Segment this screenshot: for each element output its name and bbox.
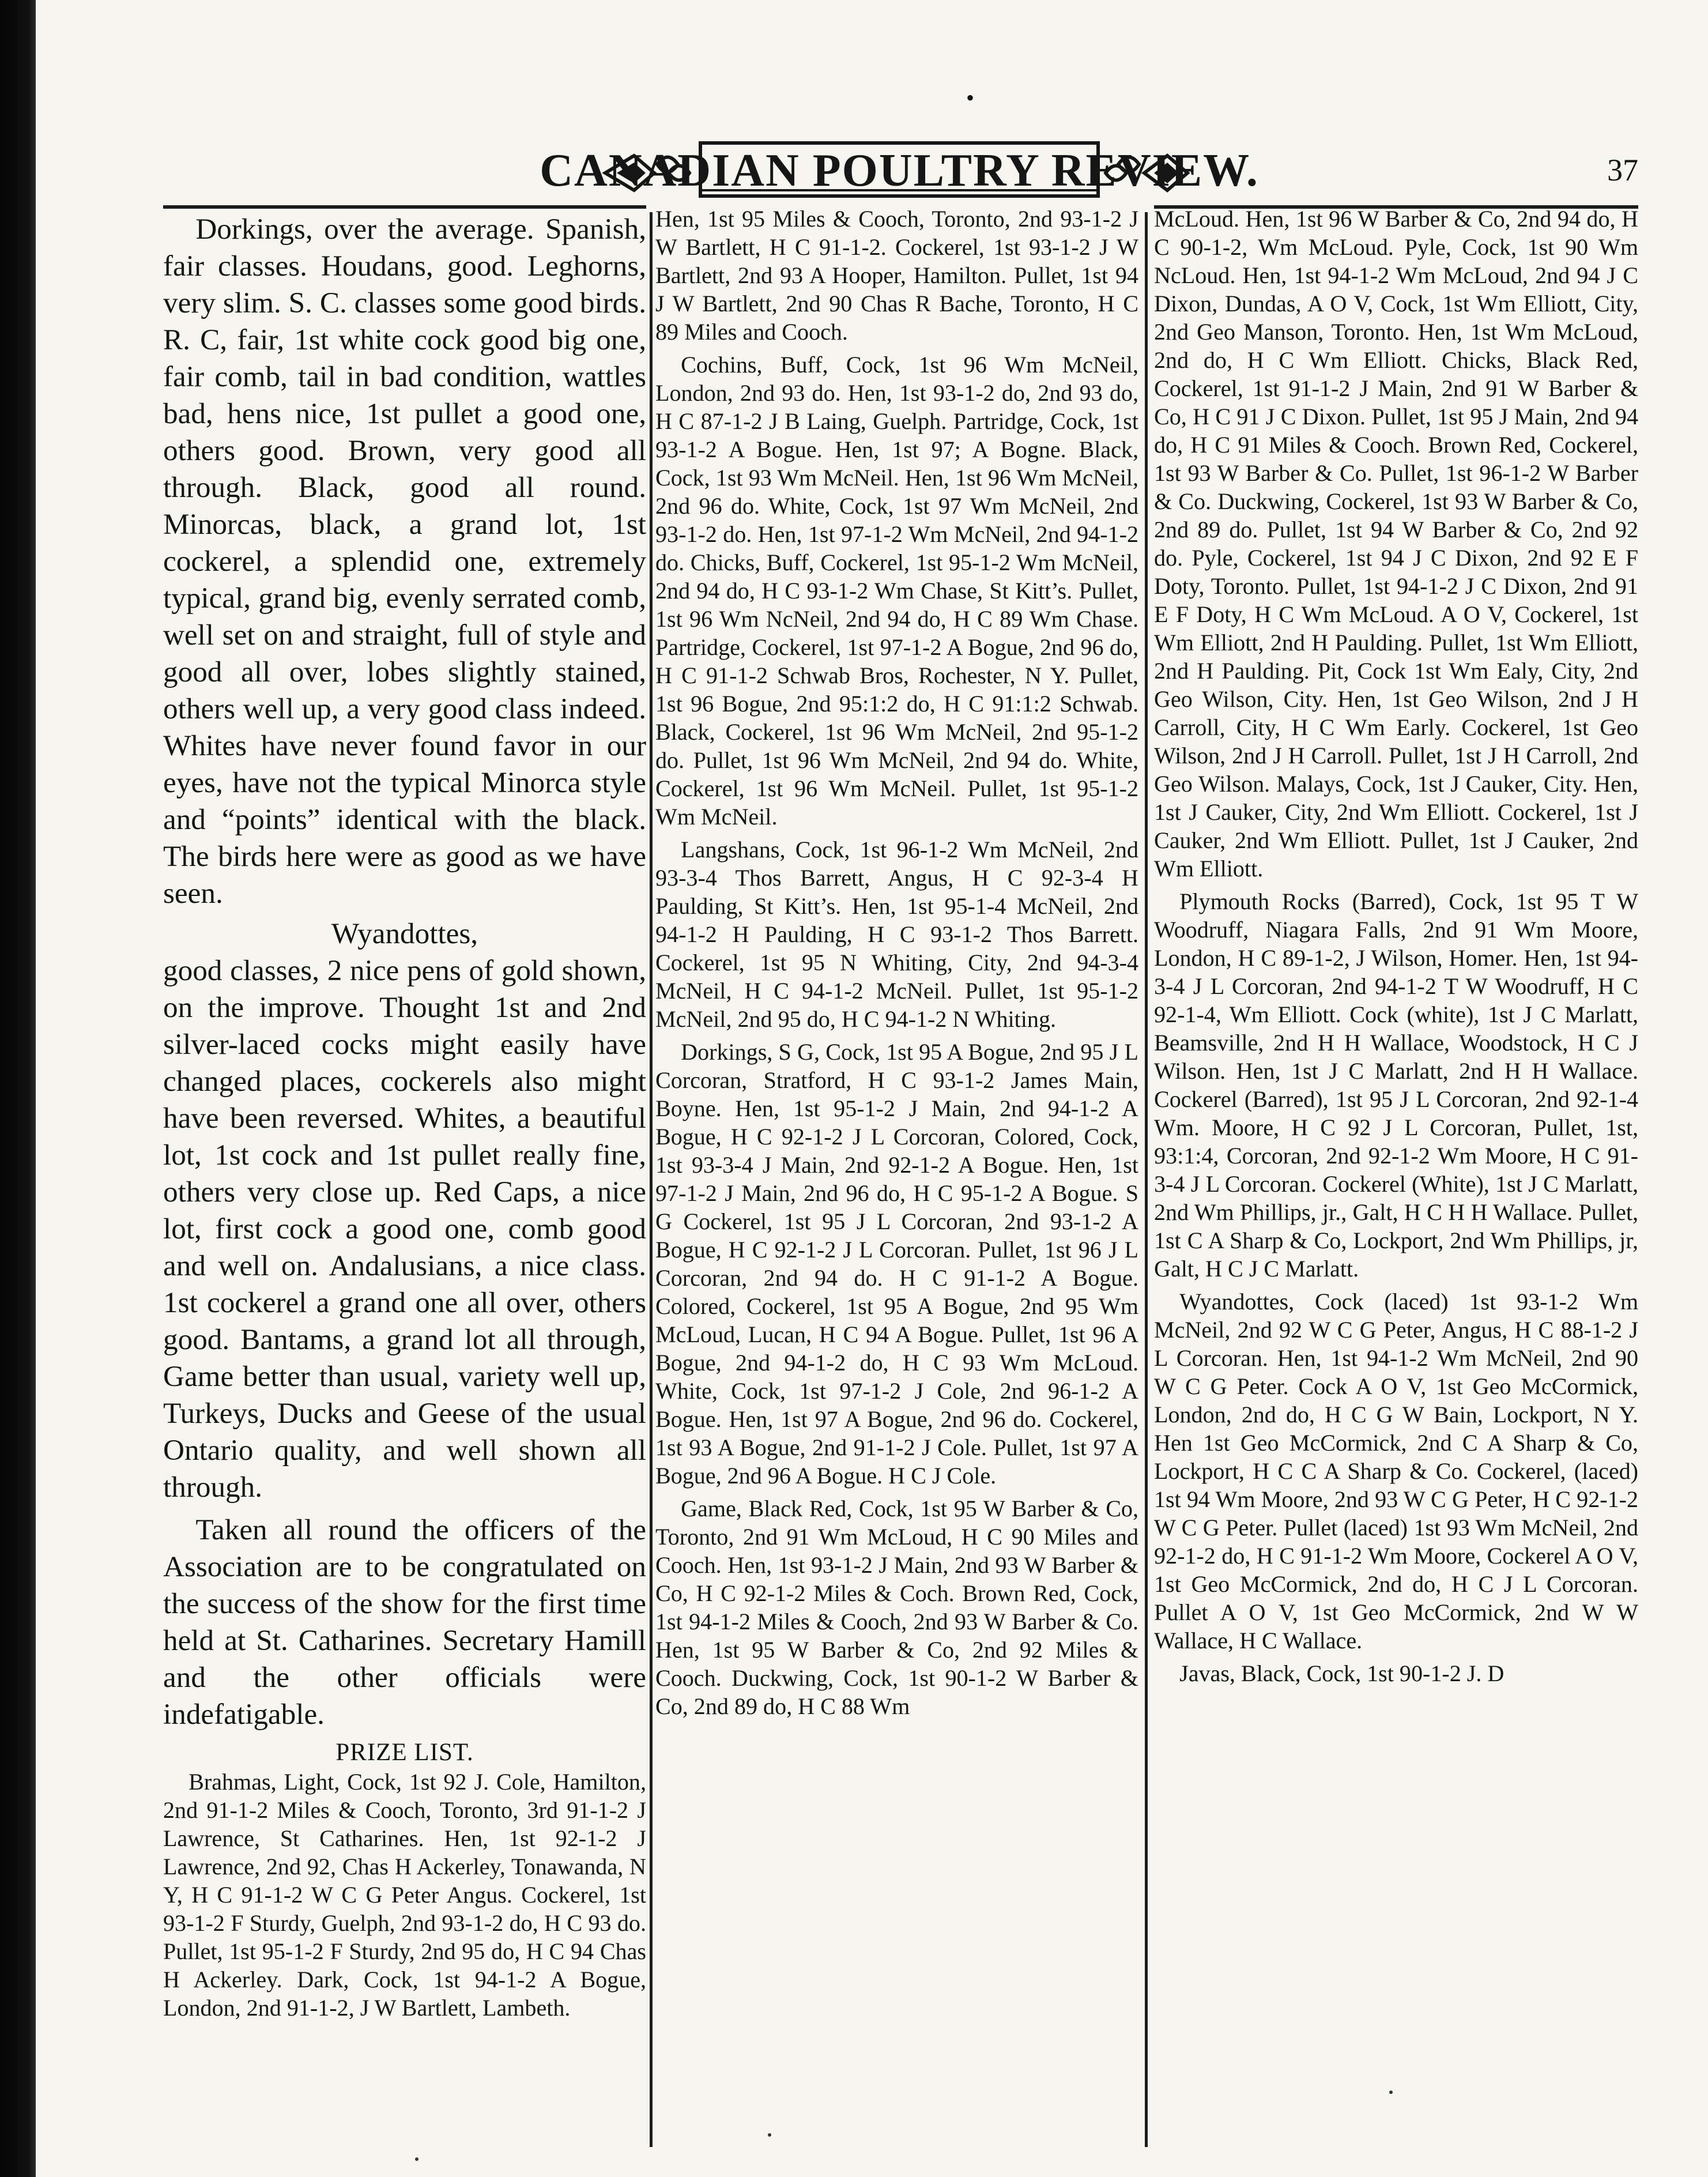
article-column-3 bbox=[1154, 205, 1638, 2148]
page-binding-edge bbox=[0, 0, 36, 2177]
column-divider-2 bbox=[1145, 212, 1148, 2147]
page-number: 37 bbox=[1607, 153, 1638, 187]
column-divider-1 bbox=[650, 212, 653, 2147]
prize-list-brahmas-cont: Hen, 1st 95 Miles & Cooch, Toronto, 2nd 93-1-2 J W Bartlett, H C 91-1-2. Cockerel, 1st 93-1-2 J W Bartlett, 2nd 93 A Hooper, Hamilton. Pullet, 1st 94 J W Bartlett, 2nd 90 Chas R Bache, Toronto, H C 89 Miles and Cooch. bbox=[655, 206, 1138, 345]
paper-speck bbox=[415, 2157, 418, 2161]
prize-list-heading: PRIZE LIST. bbox=[335, 1739, 474, 1766]
show-report-paragraph-2: good classes, 2 nice pens of gold shown, on the improve. Thought 1st and 2nd silver-laced cocks might easily have changed places, cockerels also might have been reversed. Whites, a beautiful lot, 1st cock and 1st pullet really fine, others very close up. Red Caps, a nice lot, first cock a good one, comb good and well on. Andalusians, a nice class. 1st cockerel a grand one all over, others good. Bantams, a grand lot all through, Game better than usual, variety well up, Turkeys, Ducks and Geese of the usual Ontario quality, and well shown all through. bbox=[163, 954, 646, 1504]
printer-mark: • bbox=[966, 85, 975, 111]
prize-list-game-cont: McLoud. Hen, 1st 96 W Barber & Co, 2nd 94 do, H C 90-1-2, Wm McLoud. Pyle, Cock, 1st 90 Wm NcLoud. Hen, 1st 94-1-2 Wm McLoud, 2nd 94 J C Dixon, Dundas, A O V, Cock, 1st Wm Elliott, City, 2nd Geo Manson, Toronto. Hen, 1st Wm McLoud, 2nd do, H C Wm Elliott. Chicks, Black Red, Cockerel, 1st 91-1-2 J Main, 2nd 91 W Barber & Co, H C 91 J C Dixon. Pullet, 1st 95 J Main, 2nd 94 do, H C 91 Miles & Cooch. Brown Red, Cockerel, 1st 93 W Barber & Co. Pullet, 1st 96-1-2 W Barber & Co. Duckwing, Cockerel, 1st 93 W Barber & Co, 2nd 89 do. Pullet, 1st 94 W Barber & Co, 2nd 92 do. Pyle, Cockerel, 1st 94 J C Dixon, 2nd 92 E F Doty, Toronto. Pullet, 1st 94-1-2 J C Dixon, 2nd 91 E F Doty, H C Wm McLoud. A O V, Cockerel, 1st Wm Elliott, 2nd H Paulding. Pullet, 1st Wm Elliott, 2nd H Paulding. Pit, Cock 1st Wm Ealy, City, 2nd Geo Wilson, City. Hen, 1st Geo Wilson, 2nd J H Carroll, City, H C Wm Early. Cockerel, 1st Geo Wilson, 2nd J H Carroll. Pullet, 1st J H Carroll, 2nd Geo Wilson. Malays, Cock, 1st J Cauker, City. Hen, 1st J Cauker, City, 2nd Wm Elliott. Cockerel, 1st J Cauker, 2nd Wm Elliott. Pullet, 1st J Cauker, 2nd Wm Elliott. bbox=[1154, 206, 1638, 882]
prize-list-brahmas: Brahmas, Light, Cock, 1st 92 J. Cole, Hamilton, 2nd 91-1-2 Miles & Cooch, Toronto, 3rd 91-1-2 J Lawrence, St Catharines. Hen, 1st 92-1-2 J Lawrence, 2nd 92, Chas H Ackerley, Tonawanda, N Y, H C 91-1-2 W C G Peter Angus. Cockerel, 1st 93-1-2 F Sturdy, Guelph, 2nd 93-1-2 do, H C 93 do. Pullet, 1st 95-1-2 F Sturdy, 2nd 95 do, H C 94 Chas H Ackerley. Dark, Cock, 1st 94-1-2 A Bogue, London, 2nd 91-1-2, J W Bartlett, Lambeth. bbox=[163, 1769, 646, 2021]
prize-list-langshans: Langshans, Cock, 1st 96-1-2 Wm McNeil, 2nd 93-3-4 Thos Barrett, Angus, H C 92-3-4 H Paulding, St Kitt’s. Hen, 1st 95-1-4 McNeil, 2nd 94-1-2 H Paulding, H C 93-1-2 Thos Barrett. Cockerel, 1st 95 N Whiting, City, 2nd 94-3-4 McNeil, H C 94-1-2 McNeil. Pullet, 1st 95-1-2 McNeil, 2nd 95 do, H C 94-1-2 N Whiting. bbox=[655, 837, 1138, 1032]
article-column-2 bbox=[655, 205, 1138, 2148]
prize-list-wyandottes: Wyandottes, Cock (laced) 1st 93-1-2 Wm McNeil, 2nd 92 W C G Peter, Angus, H C 88-1-2 J L Corcoran. Hen, 1st 94-1-2 Wm McNeil, 2nd 90 W C G Peter. Cock A O V, 1st Geo McCormick, London, 2nd do, H C G W Bain, Lockport, N Y. Hen 1st Geo McCormick, 2nd C A Sharp & Co, Lockport, H C C A Sharp & Co. Cockerel, (laced) 1st 94 Wm Moore, 2nd 93 W C G Peter, H C 92-1-2 W C G Peter. Pullet (laced) 1st 93 Wm McNeil, 2nd 92-1-2 do, H C 91-1-2 Wm Moore, Cockerel A O V, 1st Geo McCormick, 2nd do, H C J L Corcoran. Pullet A O V, 1st Geo McCormick, 2nd W W Wallace, H C Wallace. bbox=[1154, 1289, 1638, 1654]
prize-list-javas: Javas, Black, Cock, 1st 90-1-2 J. D bbox=[1179, 1660, 1505, 1686]
masthead-title: CANADIAN POULTRY REVIEW. bbox=[540, 145, 1259, 196]
prize-list-dorkings: Dorkings, S G, Cock, 1st 95 A Bogue, 2nd 95 J L Corcoran, Stratford, H C 93-1-2 James Main, Boyne. Hen, 1st 95-1-2 J Main, 2nd 94-1-2 A Bogue, H C 92-1-2 J L Corcoran, Colored, Cock, 1st 93-3-4 J Main, 2nd 92-1-2 A Bogue. Hen, 1st 97-1-2 J Main, 2nd 96 do, H C 95-1-2 A Bogue. S G Cockerel, 1st 95 J L Corcoran, 2nd 93-1-2 A Bogue, H C 92-1-2 J L Corcoran. Pullet, 1st 96 J L Corcoran, 2nd 94 do. H C 91-1-2 A Bogue. Colored, Cockerel, 1st 95 A Bogue, 2nd 95 Wm McLoud, Lucan, H C 94 A Bogue. Pullet, 1st 96 A Bogue, 2nd 94-1-2 do, H C 93 Wm McLoud. White, Cock, 1st 97-1-2 J Cole, 2nd 96-1-2 A Bogue. Hen, 1st 97 A Bogue, 2nd 96 do. Cockerel, 1st 93 A Bogue, 2nd 91-1-2 J Cole. Pullet, 1st 97 A Bogue, 2nd 96 A Bogue. H C J Cole. bbox=[655, 1039, 1138, 1489]
prize-list-plymouth-rocks: Plymouth Rocks (Barred), Cock, 1st 95 T W Woodruff, Niagara Falls, 2nd 91 Wm Moore, London, H C 89-1-2, J Wilson, Homer. Hen, 1st 94-3-4 J L Corcoran, 2nd 94-1-2 T W Woodruff, H C 92-1-4, Wm Elliott. Cock (white), 1st J C Marlatt, Beamsville, 2nd H H Wallace, Woodstock, H C J Wilson. Hen, 1st J C Marlatt, 2nd H H Wallace. Cockerel (Barred), 1st 95 J L Corcoran, 2nd 92-1-4 Wm. Moore, H C 92 J L Corcoran, Pullet, 1st, 93:1:4, Corcoran, 2nd 92-1-2 Wm Moore, H C 91-3-4 J L Corcoran. Cockerel (White), 1st J C Marlatt, 2nd Wm Phillips, jr., Galt, H C H H Wallace. Pullet, 1st C A Sharp & Co, Lockport, 2nd Wm Phillips, jr, Galt, H C J C Marlatt. bbox=[1154, 888, 1638, 1282]
masthead bbox=[540, 133, 1259, 205]
prize-list-game: Game, Black Red, Cock, 1st 95 W Barber & Co, Toronto, 2nd 91 Wm McLoud, H C 90 Miles and Cooch. Hen, 1st 93-1-2 J Main, 2nd 93 W Barber & Co, H C 92-1-2 Miles & Coch. Brown Red, Cock, 1st 94-1-2 Miles & Cooch, 2nd 93 W Barber & Co. Hen, 1st 95 W Barber & Co, 2nd 92 Miles & Cooch. Duckwing, Cock, 1st 90-1-2 W Barber & Co, 2nd 89 do, H C 88 Wm bbox=[655, 1496, 1138, 1719]
show-report-paragraph-3: Taken all round the officers of the Association are to be congratulated on the success of the show for the first time held at St. Catharines. Secretary Hamill and the other officials were indefatigable. bbox=[163, 1513, 646, 1731]
prize-list-cochins: Cochins, Buff, Cock, 1st 96 Wm McNeil, London, 2nd 93 do. Hen, 1st 93-1-2 do, 2nd 93 do, H C 87-1-2 J B Laing, Guelph. Partridge, Cock, 1st 93-1-2 A Bogue. Hen, 1st 97; A Bogne. Black, Cock, 1st 93 Wm McNeil. Hen, 1st 96 Wm McNeil, 2nd 96 do. White, Cock, 1st 97 Wm McNeil, 2nd 93-1-2 do. Hen, 1st 97-1-2 Wm McNeil, 2nd 94-1-2 do. Chicks, Buff, Cockerel, 1st 95-1-2 Wm McNeil, 2nd 94 do, H C 93-1-2 Wm Chase, St Kitt’s. Pullet, 1st 96 Wm NcNeil, 2nd 94 do, H C 89 Wm Chase. Partridge, Cockerel, 1st 97-1-2 A Bogue, 2nd 96 do, H C 91-1-2 Schwab Bros, Rochester, N Y. Pullet, 1st 96 Bogue, 2nd 95:1:2 do, H C 91:1:2 Schwab. Black, Cockerel, 1st 96 Wm McNeil, 2nd 95-1-2 do. Pullet, 1st 96 Wm McNeil, 2nd 94 do. White, Cockerel, 1st 96 Wm McNeil. Pullet, 1st 95-1-2 Wm McNeil. bbox=[655, 352, 1138, 830]
article-column-1 bbox=[163, 205, 646, 2148]
show-report-paragraph-1: Dorkings, over the average. Spanish, fair classes. Houdans, good. Leghorns, very slim. S. C. classes some good birds. R. C, fair, 1st white cock good big one, fair comb, tail in bad condition, wattles bad, hens nice, 1st pullet a good one, others good. Brown, very good all through. Black, good all round. Minorcas, black, a grand lot, 1st cockerel, a splendid one, extremely typical, grand big, evenly serrated comb, well set on and straight, full of style and good all over, lobes slightly stained, others well up, a very good class indeed. Whites have never found favor in our eyes, have not the typical Minorca style and “points” identical with the black. The birds here were as good as we have seen. bbox=[163, 213, 646, 910]
paper-speck bbox=[768, 2133, 771, 2137]
wyandottes-subheading: Wyandottes, bbox=[331, 917, 478, 950]
paper-speck bbox=[1389, 2091, 1393, 2094]
masthead-ornament bbox=[540, 133, 1259, 205]
